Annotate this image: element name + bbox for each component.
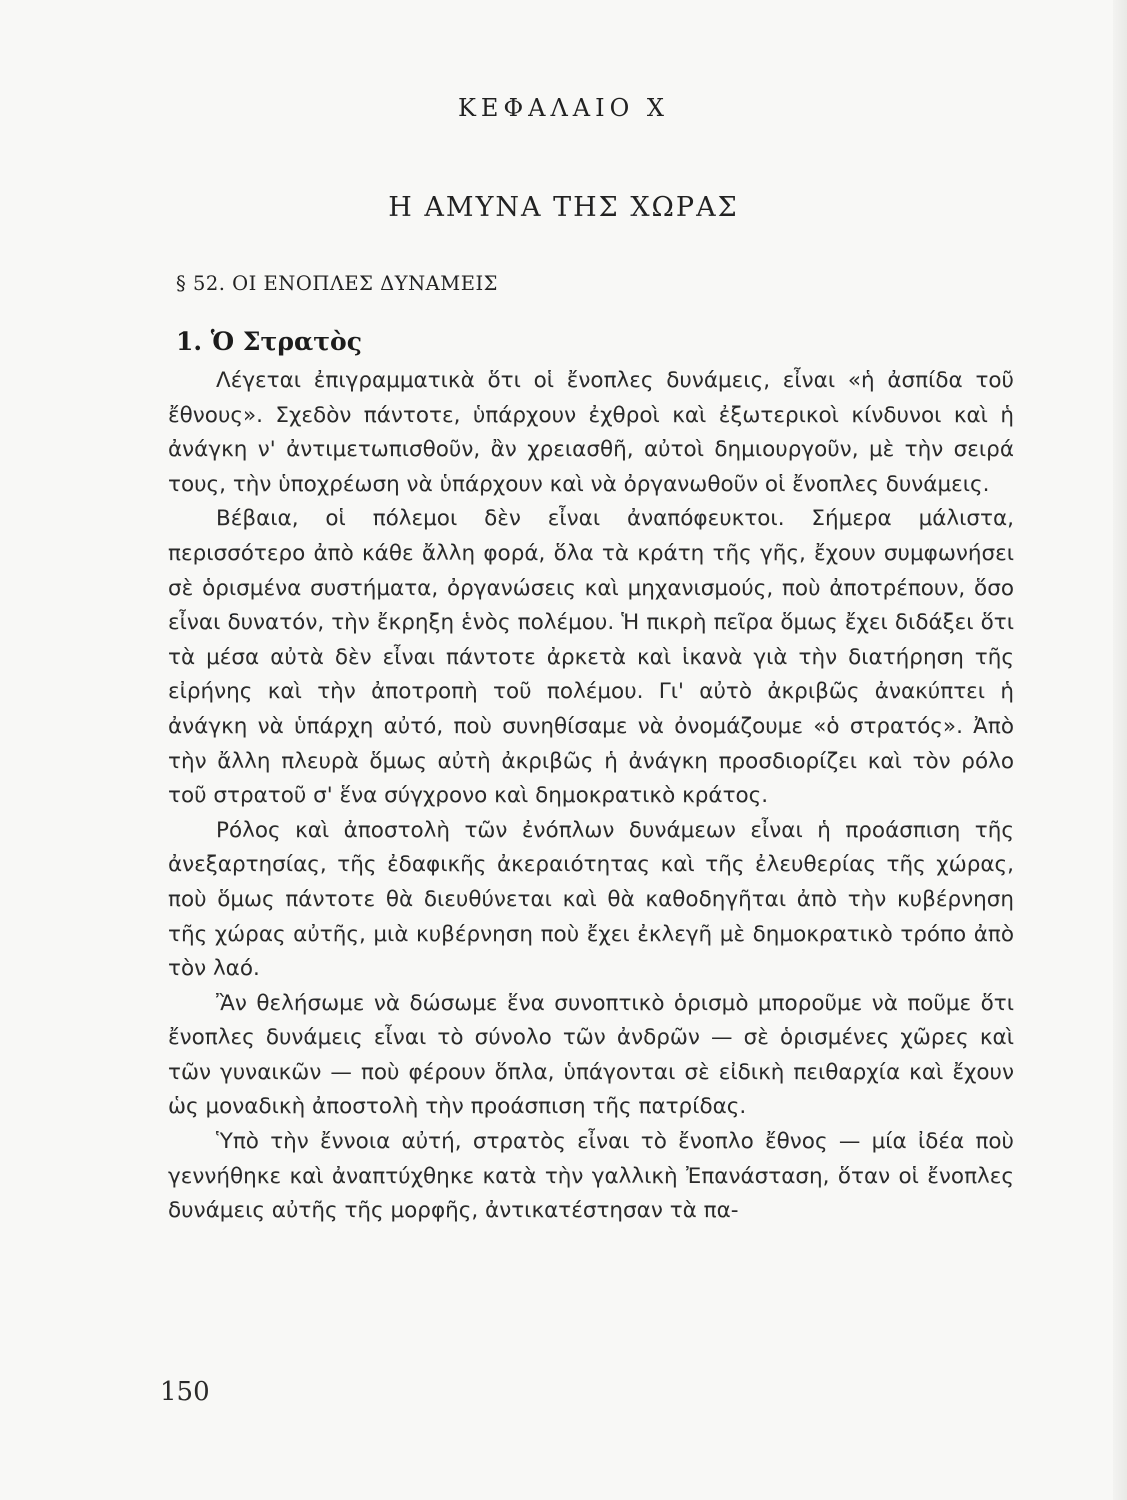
paragraph: Βέβαια, οἱ πόλεμοι δὲν εἶναι ἀναπόφευκτοι. Σήμερα μάλιστα, περισσότερο ἀπὸ κάθε ἄλλη φορά, ὅλα τὰ κράτη τῆς γῆς, ἔχουν συμφωνήσει σὲ ὁρισμένα συστήματα, ὀργανώσεις καὶ μηχανισμούς, ποὺ ἀποτρέπουν, ὅσο εἶναι δυνατόν, τὴν ἔκρηξη ἑνὸς πολέμου. Ἡ πικρὴ πεῖρα ὅμως ἔχει διδάξει ὅτι τὰ μέσα αὐτὰ δὲν εἶναι πάντοτε ἀρκετὰ καὶ ἱκανὰ γιὰ τὴν διατήρηση τῆς εἰρήνης καὶ τὴν ἀποτροπὴ τοῦ πολέμου. Γι' αὐτὸ ἀκριβῶς ἀνακύπτει ἡ ἀνάγκη νὰ ὑπάρχη αὐτό, ποὺ συνηθίσαμε νὰ ὀνομάζουμε «ὁ στρατός». Ἀπὸ τὴν ἄλλη πλευρὰ ὅμως αὐτὴ ἀκριβῶς ἡ ἀνάγκη προσδιορίζει καὶ τὸν ρόλο τοῦ στρατοῦ σ' ἕνα σύγχρονο καὶ δημοκρατικὸ κράτος. [168,506,1014,809]
page-edge-shadow [1113,0,1127,1500]
page-number: 150 [160,1377,210,1407]
chapter-title: Η ΑΜΥΝΑ ΤΗΣ ΧΩΡΑΣ [388,192,739,223]
subsection-heading: 1. Ὁ Στρατὸς [176,327,362,356]
paragraph: Ἂν θελήσωμε νὰ δώσωμε ἕνα συνοπτικὸ ὁρισμὸ μποροῦμε νὰ ποῦμε ὅτι ἔνοπλες δυνάμεις εἶναι τὸ σύνολο τῶν ἀνδρῶν — σὲ ὁρισμένες χῶρες καὶ τῶν γυναικῶν — ποὺ φέρουν ὅπλα, ὑπάγονται σὲ εἰδικὴ πειθαρχία καὶ ἔχουν ὡς μοναδικὴ ἀποστολὴ τὴν προάσπιση τῆς πατρίδας. [168,990,1014,1120]
body-text [168,364,1014,1229]
paragraph: Ρόλος καὶ ἀποστολὴ τῶν ἐνόπλων δυνάμεων εἶναι ἡ προάσπιση τῆς ἀνεξαρτησίας, τῆς ἐδαφικῆς ἀκεραιότητας καὶ τῆς ἐλευθερίας τῆς χώρας, ποὺ ὅμως πάντοτε θὰ διευθύνεται καὶ θὰ καθοδηγῆται ἀπὸ τὴν κυβέρνηση τῆς χώρας αὐτῆς, μιὰ κυβέρνηση ποὺ ἔχει ἐκλεγῆ μὲ δημοκρατικὸ τρόπο ἀπὸ τὸν λαό. [168,817,1014,982]
chapter-label: ΚΕΦΑΛΑΙΟ X [458,94,669,122]
paragraph: Ὑπὸ τὴν ἔννοια αὐτή, στρατὸς εἶναι τὸ ἔνοπλο ἔθνος — μία ἰδέα ποὺ γεννήθηκε καὶ ἀναπτύχθηκε κατὰ τὴν γαλλικὴ Ἐπανάσταση, ὅταν οἱ ἔνοπλες δυνάμεις αὐτῆς τῆς μορφῆς, ἀντικατέστησαν τὰ πα- [168,1129,1014,1224]
section-heading: § 52. ΟΙ ΕΝΟΠΛΕΣ ΔΥΝΑΜΕΙΣ [176,272,498,295]
paragraph: Λέγεται ἐπιγραμματικὰ ὅτι οἱ ἔνοπλες δυνάμεις, εἶναι «ἡ ἀσπίδα τοῦ ἔθνους». Σχεδὸν πάντοτε, ὑπάρχουν ἐχθροὶ καὶ ἐξωτερικοὶ κίνδυνοι καὶ ἡ ἀνάγκη ν' ἀντιμετωπισθοῦν, ἂν χρειασθῆ, αὐτοὶ δημιουργοῦν, μὲ τὴν σειρά τους, τὴν ὑποχρέωση νὰ ὑπάρχουν καὶ νὰ ὀργανωθοῦν οἱ ἔνοπλες δυνάμεις. [168,368,1014,497]
